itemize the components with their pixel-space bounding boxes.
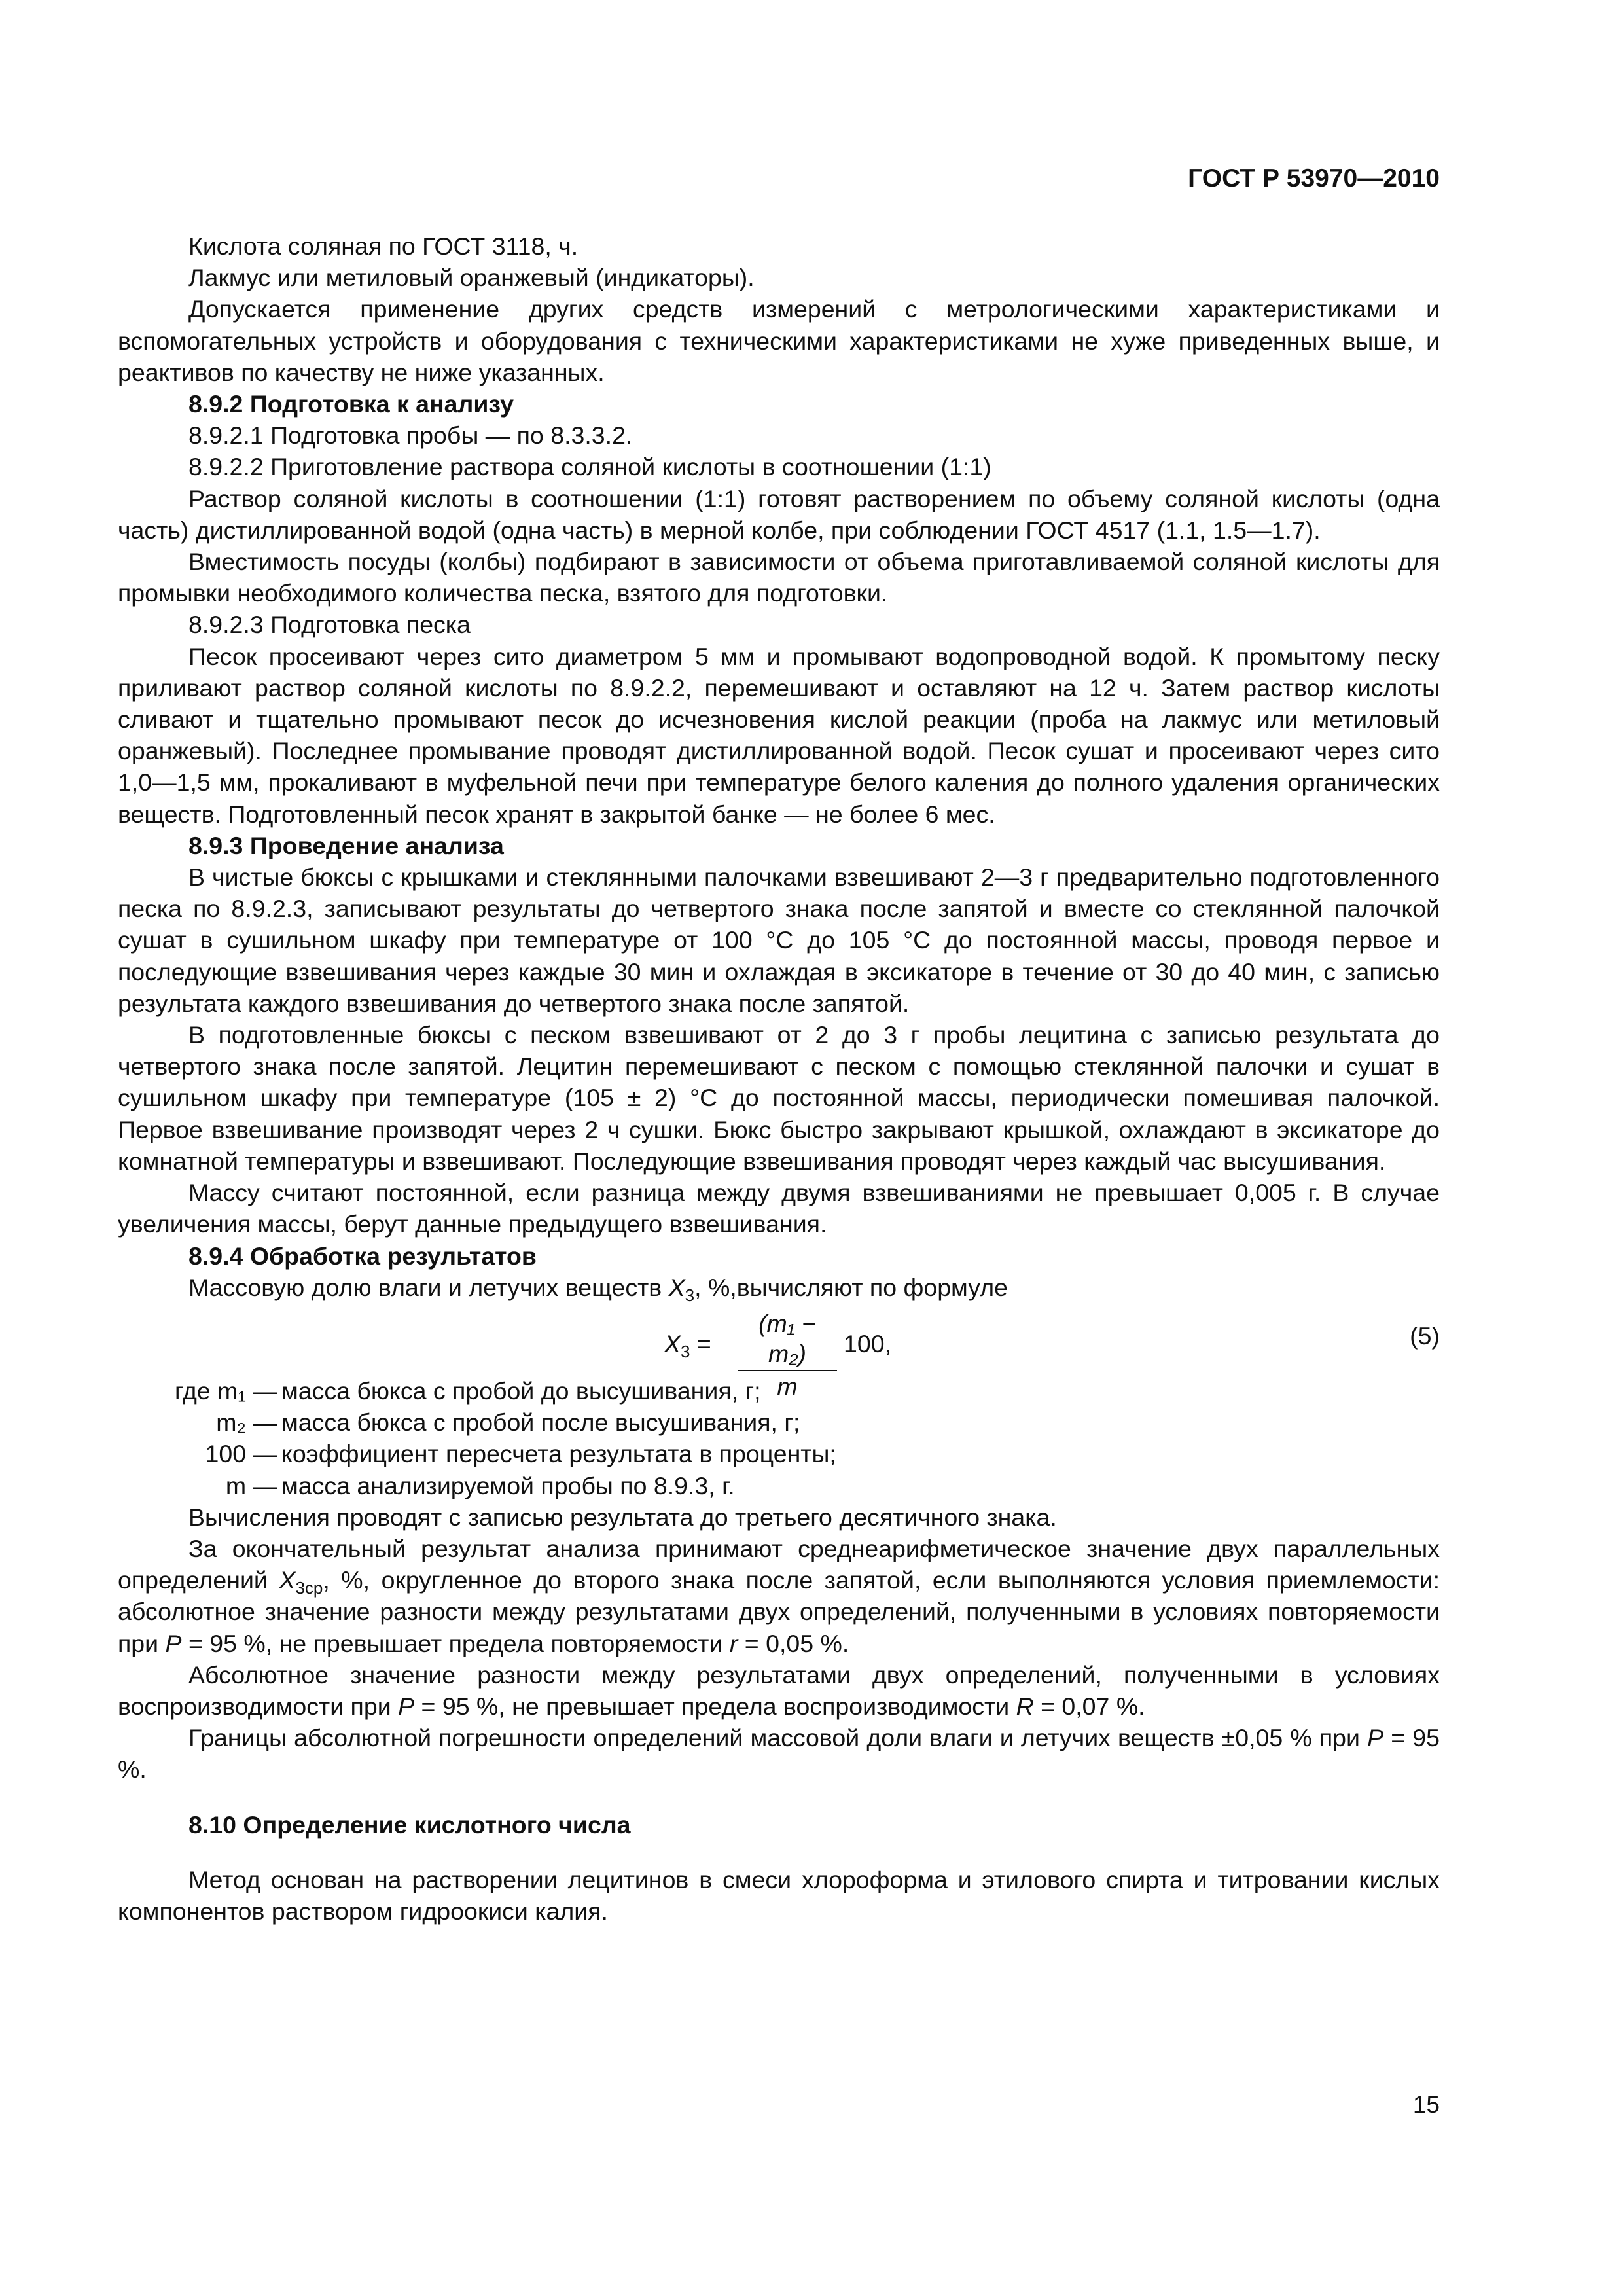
symbol-r-cap: R [1016, 1692, 1034, 1720]
text-run: , %, округленное до второго знака после запятой, если выполняются условия приемлемости: абсолютное значение разности между результатами двух определений, полученными в условиях повторяемости при [118, 1566, 1440, 1657]
document-body [118, 230, 1440, 1927]
legend-row [118, 1470, 1440, 1501]
paragraph: Песок просеивают через сито диаметром 5 мм и промывают водопроводной водой. К промытому песку приливают раствор соляной кислоты по 8.9.2.2, перемешивают и оставляют на 12 ч. Затем раствор кислоты сливают и тщательно промывают песок до исчезновения кислой реакции (проба на лакмус или метиловый оранжевый). Последнее промывание проводят дистиллированной водой. Песок сушат и просеивают через сито 1,0—1,5 мм, прокаливают в муфельной печи при температуре белого каления до полного удаления органических веществ. Подготовленный песок хранят в закрытой банке — не более 6 мес. [118, 642, 1440, 828]
legend-row [118, 1407, 1440, 1438]
legend-term: m — [225, 1471, 277, 1499]
paragraph: Лакмус или метиловый оранжевый (индикаторы). [188, 264, 755, 292]
section-heading-8-9-3: 8.9.3 Проведение анализа [188, 831, 504, 859]
paragraph: Вместимость посуды (колбы) подбирают в зависимости от объема приготавливаемой соляной кислоты для промывки необходимого количества песка, взятого для подготовки. [118, 548, 1440, 607]
paragraph: В чистые бюксы с крышками и стеклянными палочками взвешивают 2—3 г предварительно подготовленного песка по 8.9.2.3, записывают результаты до четвертого знака после запятой и вместе со стеклянной палочкой сушат в сушильном шкафу при температуре от 100 °С до 105 °С до постоянной массы, проводя первое и последующие взвешивания через каждые 30 мин и охлаждая в эксикаторе в течение от 30 до 40 мин, с записью результата каждого взвешивания до четвертого знака после запятой. [118, 863, 1440, 1017]
text-run: = 0,05 %. [738, 1629, 849, 1657]
subsection-8-9-2-1: 8.9.2.1 Подготовка пробы — по 8.3.3.2. [188, 422, 633, 450]
legend-desc: масса бюкса с пробой до высушивания, г; [281, 1376, 761, 1405]
formula-numerator: (m₁ − m₂) [738, 1308, 837, 1371]
symbol-sub: 3ср [295, 1578, 323, 1598]
paragraph: Метод основан на растворении лецитинов в смеси хлороформа и этилового спирта и титровании кислых компонентов раствором гидроокиси калия. [118, 1865, 1440, 1925]
formula-denominator: m [777, 1372, 798, 1400]
symbol-x: X [668, 1273, 685, 1301]
symbol-x: X [664, 1329, 681, 1357]
paragraph [118, 1722, 1440, 1785]
paragraph-formula-intro [118, 1272, 1440, 1303]
text-run: Абсолютное значение разности между результатами двух определений, полученными в условиях воспроизводимости при [118, 1660, 1440, 1720]
equals-sign: = [690, 1329, 711, 1357]
legend-desc: масса анализируемой пробы по 8.9.3, г. [281, 1471, 735, 1499]
legend-row [118, 1438, 1440, 1469]
page-number: 15 [1412, 2091, 1440, 2118]
section-heading-8-9-2: 8.9.2 Подготовка к анализу [188, 390, 514, 418]
subsection-8-9-2-3: 8.9.2.3 Подготовка песка [188, 611, 471, 639]
legend-desc: масса бюкса с пробой после высушивания, г; [281, 1408, 800, 1437]
paragraph: Допускается применение других средств измерений с метрологическими характеристиками и вспомогательных устройств и оборудования с техническими характеристиками не хуже приведенных выше, и реактивов по качеству не ниже указанных. [118, 295, 1440, 386]
section-heading-8-10: 8.10 Определение кислотного числа [188, 1810, 631, 1839]
paragraph [118, 1659, 1440, 1722]
paragraph: Массу считают постоянной, если разница между двумя взвешиваниями не превышает 0,005 г. В случае увеличения массы, берут данные предыдущего взвешивания. [118, 1179, 1440, 1238]
symbol-p: P [165, 1629, 182, 1657]
formula-lhs [664, 1328, 711, 1359]
text-run: = 95 %, не превышает предела повторяемости [181, 1629, 730, 1657]
paragraph: Вычисления проводят с записью результата до третьего десятичного знака. [188, 1503, 1057, 1531]
paragraph: Кислота соляная по ГОСТ 3118, ч. [188, 232, 579, 260]
paragraph: Раствор соляной кислоты в соотношении (1:1) готовят растворением по объему соляной кислоты (одна часть) дистиллированной водой (одна часть) в мерной колбе, при соблюдении ГОСТ 4517 (1.1, 1.5—1.7). [118, 484, 1440, 544]
symbol-r: r [729, 1629, 738, 1657]
paragraph: В подготовленные бюксы с песком взвешивают от 2 до 3 г пробы лецитина с записью результата до четвертого знака после запятой. Лецитин перемешивают с песком с помощью стеклянной палочки и сушат в сушильном шкафу при температуре (105 ± 2) °С до постоянной массы, периодически помешивая палочкой. Первое взвешивание производят через 2 ч сушки. Бюкс быстро закрывают крышкой, охлаждают в эксикаторе до комнатной температуры и взвешивают. Последующие взвешивания проводят через каждый час высушивания. [118, 1021, 1440, 1175]
text-run: = 95 %, не превышает предела воспроизводимости [414, 1692, 1016, 1720]
symbol-p: P [398, 1692, 415, 1720]
formula-fraction [738, 1308, 837, 1401]
text-run: = 95 %. [118, 1724, 1440, 1784]
document-id-header: ГОСТ Р 53970—2010 [1188, 164, 1440, 192]
text-run: = 0,07 %. [1033, 1692, 1145, 1720]
subsection-8-9-2-2: 8.9.2.2 Приготовление раствора соляной кислоты в соотношении (1:1) [188, 453, 991, 481]
legend-term: где m₁ — [175, 1376, 277, 1405]
legend-term: 100 — [205, 1440, 277, 1468]
section-heading-8-9-4: 8.9.4 Обработка результатов [188, 1242, 537, 1270]
legend-term: m₂ — [216, 1408, 277, 1437]
formula-expression [664, 1308, 939, 1400]
formula-lhs-sub: 3 [681, 1341, 690, 1361]
legend-desc: коэффициент пересчета результата в проценты; [281, 1440, 836, 1468]
text-run: За окончательный результат анализа принимают среднеарифметическое значение двух параллельных определений [118, 1534, 1440, 1594]
symbol-sub: 3 [685, 1285, 695, 1305]
symbol-p: P [1367, 1724, 1384, 1752]
formula-multiplier: 100, [844, 1329, 891, 1357]
text-run: Границы абсолютной погрешности определений массовой доли влаги и летучих веществ ±0,05 % при [188, 1724, 1368, 1752]
symbol-x: X [279, 1566, 296, 1594]
paragraph [118, 1533, 1440, 1659]
text-run: Массовую долю влаги и летучих веществ [188, 1273, 669, 1301]
equation-number: (5) [1410, 1321, 1440, 1350]
text-run: , %,вычисляют по формуле [694, 1273, 1008, 1301]
